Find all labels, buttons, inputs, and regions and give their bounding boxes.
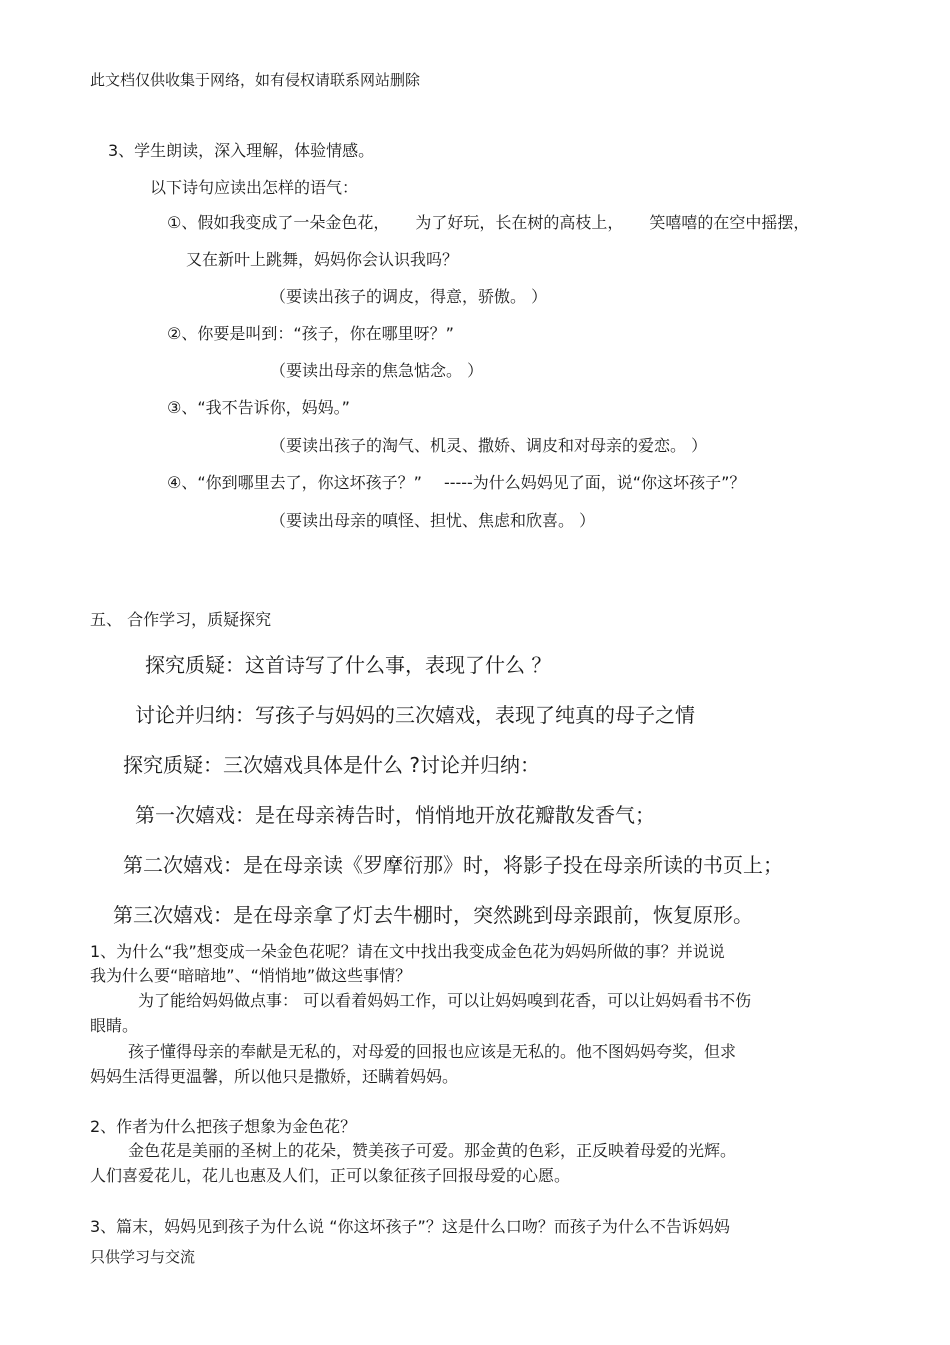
poem-item-1-line-2: 又在新叶上跳舞，妈妈你会认识我吗？ bbox=[186, 250, 459, 269]
poem-item-2: ②、你要是叫到：“孩子，你在哪里呀？” bbox=[167, 324, 454, 343]
inquiry-line-5: 第二次嬉戏：是在母亲读《罗摩衍那》时，将影子投在母亲所读的书页上； bbox=[123, 853, 783, 877]
poem-item-4-part-b: -----为什么妈妈见了面，说“你这坏孩子”？ bbox=[443, 473, 746, 492]
inquiry-line-1: 探究质疑：这首诗写了什么事，表现了什么 ？ bbox=[145, 653, 552, 677]
poem-item-2-note: （要读出母亲的焦急惦念。 ） bbox=[270, 361, 484, 380]
inquiry-line-3: 探究质疑：三次嬉戏具体是什么 ?讨论并归纳： bbox=[123, 753, 540, 777]
poem-item-1-part-c: 笑嘻嘻的在空中摇摆， bbox=[649, 213, 810, 232]
footer-notice: 只供学习与交流 bbox=[90, 1248, 196, 1266]
poem-item-3-note: （要读出孩子的淘气、机灵、撒娇、调皮和对母亲的爱恋。 ） bbox=[270, 436, 708, 455]
inquiry-line-2: 讨论并归纳：写孩子与妈妈的三次嬉戏，表现了纯真的母子之情 bbox=[135, 703, 695, 727]
inquiry-line-6: 第三次嬉戏：是在母亲拿了灯去牛棚时，突然跳到母亲跟前，恢复原形。 bbox=[113, 903, 753, 927]
inquiry-line-4: 第一次嬉戏：是在母亲祷告时，悄悄地开放花瓣散发香气； bbox=[135, 803, 655, 827]
question-2-answer-1: 金色花是美丽的圣树上的花朵，赞美孩子可爱。那金黄的色彩，正反映着母爱的光辉。 bbox=[128, 1141, 737, 1160]
question-3-line-1: 3、篇末，妈妈见到孩子为什么说 “你这坏孩子”？这是什么口吻？而孩子为什么不告诉妈妈 bbox=[90, 1217, 730, 1236]
question-1-answer-2a: 孩子懂得母亲的奉献是无私的，对母爱的回报也应该是无私的。他不图妈妈夸奖，但求 bbox=[128, 1042, 737, 1061]
poem-item-4-part-a: ④、“你到哪里去了，你这坏孩子？” bbox=[167, 473, 422, 492]
section-3-intro: 以下诗句应读出怎样的语气： bbox=[150, 178, 359, 197]
poem-item-1-part-a: ①、假如我变成了一朵金色花， bbox=[167, 213, 390, 232]
poem-item-1-part-b: 为了好玩，长在树的高枝上， bbox=[415, 213, 624, 232]
question-2-answer-2: 人们喜爱花儿，花儿也惠及人们，正可以象征孩子回报母爱的心愿。 bbox=[90, 1166, 571, 1185]
section-5-heading: 五、 合作学习，质疑探究 bbox=[90, 610, 272, 629]
question-1-line-2: 我为什么要“暗暗地”、“悄悄地”做这些事情？ bbox=[90, 966, 412, 985]
poem-item-1-note: （要读出孩子的调皮，得意，骄傲。 ） bbox=[270, 287, 548, 306]
poem-item-3: ③、“我不告诉你，妈妈。” bbox=[167, 398, 350, 417]
question-1-answer-2b: 妈妈生活得更温馨，所以他只是撒娇，还瞒着妈妈。 bbox=[90, 1067, 459, 1086]
header-notice: 此文档仅供收集于网络，如有侵权请联系网站删除 bbox=[90, 71, 421, 89]
poem-item-4 bbox=[167, 475, 745, 491]
question-2-line-1: 2、作者为什么把孩子想象为金色花？ bbox=[90, 1117, 357, 1136]
poem-item-1 bbox=[167, 215, 809, 231]
question-1-answer-1a: 为了能给妈妈做点事： 可以看着妈妈工作，可以让妈妈嗅到花香，可以让妈妈看书不伤 bbox=[138, 991, 752, 1010]
section-3-heading: 3、学生朗读，深入理解，体验情感。 bbox=[108, 141, 375, 160]
question-1-line-1: 1、为什么“我”想变成一朵金色花呢？请在文中找出我变成金色花为妈妈所做的事？并说说 bbox=[90, 942, 725, 961]
question-1-answer-1b: 眼睛。 bbox=[90, 1016, 139, 1035]
poem-item-4-note: （要读出母亲的嗔怪、担忧、焦虑和欣喜。 ） bbox=[270, 511, 596, 530]
